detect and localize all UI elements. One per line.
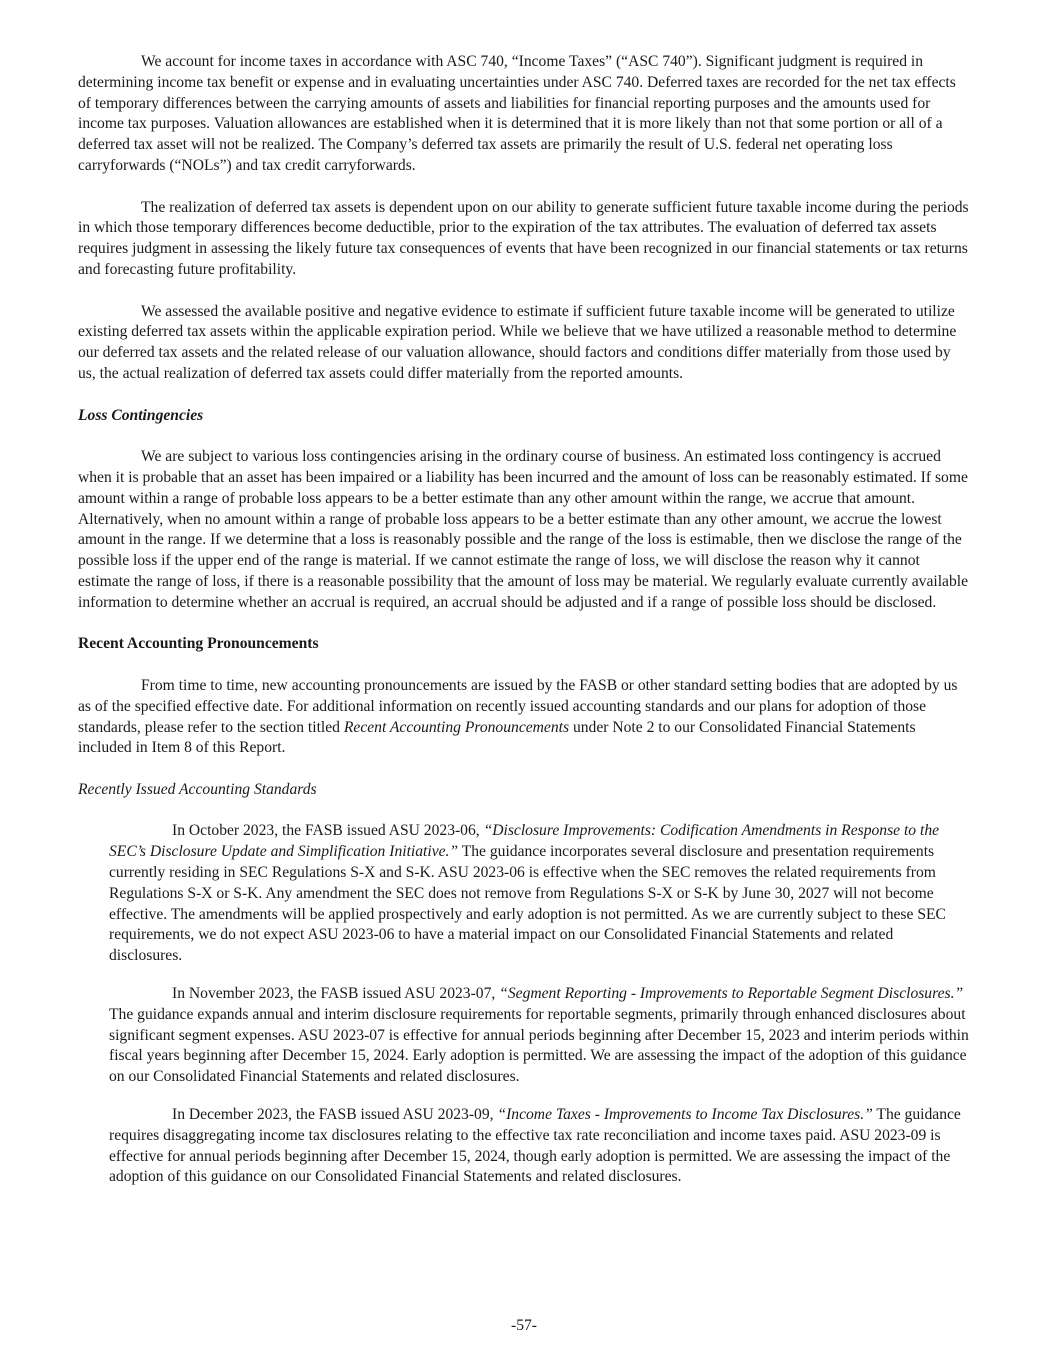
asu-2023-06-body: The guidance incorporates several disclosure and presentation requirements currently residing in SEC Regulations S-X and S-K. ASU 2023-06 is effective when the SEC removes the related requirements from Regulations S-X or S-K. Any amendment the SEC does not remove from Regulations S-X or S-K by June 30, 2027 will not become effective. The amendments will be applied prospectively and early adoption is not permitted. As we are currently subject to these SEC requirements, we do not expect ASU 2023-06 to have a material impact on our Consolidated Financial Statements and related disclosures. [109, 843, 946, 965]
income-taxes-paragraph-1: We account for income taxes in accordance with ASC 740, “Income Taxes” (“ASC 740”). Significant judgment is required in determining income tax benefit or expense and in evaluating uncertainties under ASC 740. Deferred taxes are recorded for the net tax effects of temporary differences between the carrying amounts of assets and liabilities for financial reporting purposes and the amounts used for income tax purposes. Valuation allowances are established when it is determined that it is more likely than not that some portion or all of a deferred tax asset will not be realized. The Company’s deferred tax assets are primarily the result of U.S. federal net operating loss carryforwards (“NOLs”) and tax credit carryforwards. [78, 53, 956, 174]
income-taxes-paragraph-2: The realization of deferred tax assets is dependent upon on our ability to generate sufficient future taxable income during the periods in which those temporary differences become deductible, prior to the expiration of the tax attributes. The evaluation of deferred tax assets requires judgment in assessing the likely future tax consequences of events that have been recognized in our financial statements or tax returns and forecasting future profitability. [78, 198, 969, 278]
asu-2023-09-body: The guidance requires disaggregating income tax disclosures relating to the effective tax rate reconciliation and income taxes paid. ASU 2023-09 is effective for annual periods beginning after December 15, 2024, though early adoption is permitted. We are assessing the impact of the adoption of this guidance on our Consolidated Financial Statements and related disclosures. [109, 1106, 961, 1186]
recent-pronouncements-paragraph [78, 676, 970, 759]
asu-2023-09-paragraph [109, 1105, 970, 1188]
asu-2023-07-paragraph [109, 984, 970, 1088]
loss-contingencies-heading: Loss Contingencies [78, 406, 204, 424]
asu-2023-09-title: “Income Taxes - Improvements to Income Tax Disclosures.” [497, 1106, 873, 1124]
asu-2023-07-body: The guidance expands annual and interim disclosure requirements for reportable segments, primarily through enhanced disclosures about significant segment expenses. ASU 2023-07 is effective for annual periods beginning after December 15, 2023 and interim periods within fiscal years beginning after December 15, 2024. Early adoption is permitted. We are assessing the impact of the adoption of this guidance on our Consolidated Financial Statements and related disclosures. [109, 1005, 969, 1086]
recent-pronouncements-text-before: From time to time, new accounting pronouncements are issued by the FASB or other standard setting bodies that are adopted by us as of the specified effective date. For additional information on recently issued accounting standards and our plans for adoption of those standards, please refer to the section titled [78, 676, 958, 736]
recent-pronouncements-reference: Recent Accounting Pronouncements [343, 718, 570, 736]
recent-pronouncements-heading: Recent Accounting Pronouncements [78, 635, 319, 653]
page-number: -57- [511, 1317, 537, 1334]
recent-pronouncements-text-after: under Note 2 to our Consolidated Financial Statements included in Item 8 of this Report. [78, 718, 916, 757]
loss-contingencies-paragraph: We are subject to various loss contingencies arising in the ordinary course of business. An estimated loss contingency is accrued when it is probable that an asset has been impaired or a liability has been incurred and the amount of loss can be reasonably estimated. If some amount within a range of probable loss appears to be a better estimate than any other amount within the range, we accrue that amount. Alternatively, when no amount within a range of probable loss appears to be a better estimate than any other amount, we accrue the lowest amount in the range. If we determine that a loss is reasonably possible and the range of the loss is estimable, then we disclose the range of the possible loss if the upper end of the range is material. If we cannot estimate the range of loss, we will disclose the reason why it cannot estimate the range of loss, if there is a reasonable possibility that the amount of loss may be material. We regularly evaluate currently available information to determine whether an accrual is required, an accrual should be adjusted and if a range of possible loss should be disclosed. [78, 448, 969, 611]
asu-2023-06-lead: In October 2023, the FASB issued ASU 2023-06, [172, 822, 484, 840]
asu-2023-07-lead: In November 2023, the FASB issued ASU 2023-07, [172, 985, 500, 1003]
document-page [78, 52, 970, 1188]
asu-2023-06-title: “Disclosure Improvements: Codification Amendments in Response to the SEC’s Disclosure Update and Simplification Initiative.” [109, 822, 940, 861]
asu-2023-07-title: “Segment Reporting - Improvements to Reportable Segment Disclosures.” [499, 985, 964, 1003]
asu-2023-09-lead: In December 2023, the FASB issued ASU 2023-09, [172, 1106, 498, 1124]
income-taxes-paragraph-3: We assessed the available positive and negative evidence to estimate if sufficient future taxable income will be generated to utilize existing deferred tax assets within the applicable expiration period. While we believe that we have utilized a reasonable method to determine our deferred tax assets and the related release of our valuation allowance, should factors and conditions differ materially from those used by us, the actual realization of deferred tax assets could differ materially from the reported amounts. [78, 302, 957, 382]
asu-2023-06-paragraph [109, 821, 970, 967]
recently-issued-heading: Recently Issued Accounting Standards [78, 780, 317, 798]
